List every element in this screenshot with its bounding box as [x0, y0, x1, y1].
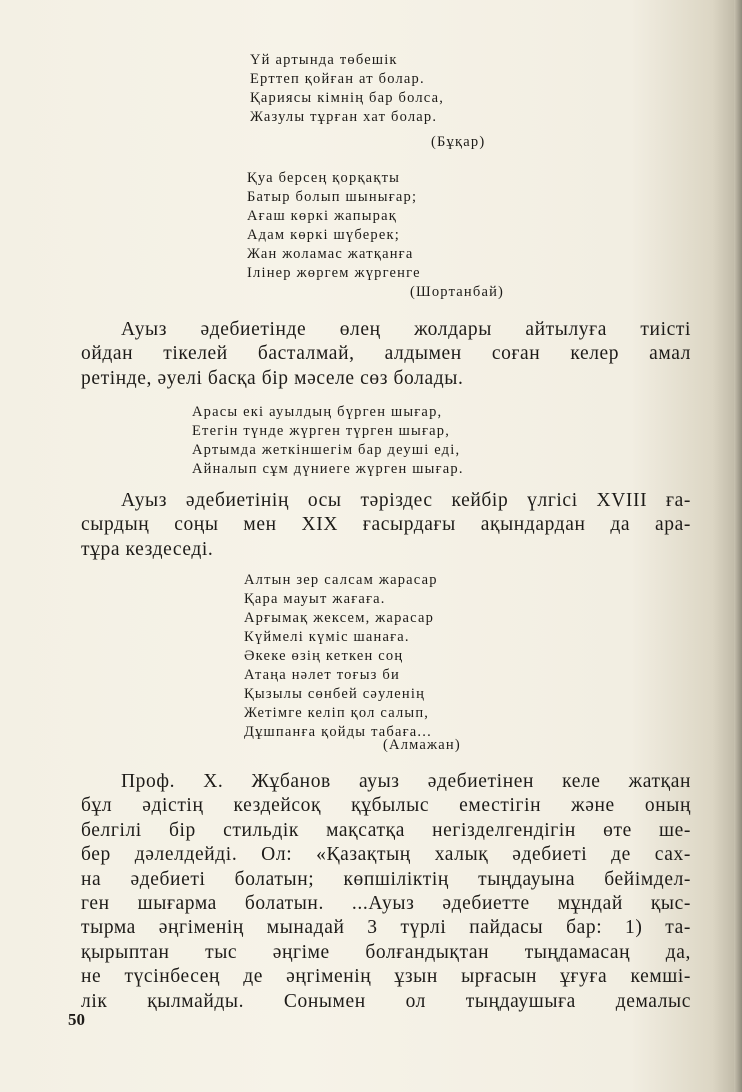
paragraph-line: тұра кездеседі. — [81, 538, 214, 560]
paragraph-line: бұл әдістің кездейсоқ құбылыс еместігін және оның — [81, 795, 691, 817]
paragraph-line: ретінде, әуелі басқа бір мәселе сөз болады. — [81, 367, 464, 389]
verse-line: Жан жоламас жатқанға — [247, 246, 414, 262]
paragraph-line: қырыптан тыс әңгіме болғандықтан тыңдамасаң да, — [81, 941, 691, 963]
verse-shortanbai — [247, 169, 421, 283]
verse-line: Үй артында төбешік — [250, 52, 398, 68]
verse-line: Арасы екі ауылдың бүрген шығар, — [192, 404, 443, 420]
verse-line: Артымда жеткіншегім бар деуші еді, — [192, 442, 461, 458]
verse-line: Ерттеп қойған ат болар. — [250, 71, 425, 87]
verse-line: Атаңа нәлет тоғыз би — [244, 667, 400, 683]
verse-line: Күймелі күміс шанаға. — [244, 629, 410, 645]
paragraph-line: Ауыз әдебиетінде өлең жолдары айтылуға тиісті — [121, 319, 691, 340]
verse-line: Алтын зер салсам жарасар — [244, 572, 438, 588]
verse-line: Қара мауыт жағаға. — [244, 591, 386, 607]
verse-line: Арғымақ жексем, жарасар — [244, 610, 435, 626]
verse-line: Айналып сұм дүниеге жүрген шығар. — [192, 461, 464, 477]
verse-line: Етегін түнде жүрген түрген шығар, — [192, 423, 451, 439]
verse-author: (Алмажан) — [383, 737, 461, 753]
page-number: 50 — [68, 1010, 85, 1029]
verse-line: Батыр болып шынығар; — [247, 189, 418, 205]
paragraph-line: Проф. Х. Жұбанов ауыз әдебиетінен келе жатқан — [121, 771, 691, 792]
verse-line: Әкеке өзің кеткен соң — [244, 648, 404, 664]
page-edge — [734, 0, 742, 1092]
paragraph-line: бер дәлелдейді. Ол: «Қазақтың халық әдебиеті де сах- — [81, 844, 691, 866]
verse-bukhar — [250, 51, 444, 127]
paragraph-line: сырдың соңы мен XIX ғасырдағы ақындардан да ара- — [81, 514, 691, 536]
verse-line: Қариясы кімнің бар болса, — [250, 90, 445, 106]
verse-line: Ілінер жөргем жүргенге — [247, 265, 421, 281]
verse-line: Жетімге келіп қол салып, — [244, 705, 430, 721]
verse-line: Қызылы сөнбей сәуленің — [244, 686, 426, 702]
verse-author: (Бұқар) — [431, 134, 486, 150]
verse-line: Дұшпанға қойды табаға... — [244, 724, 432, 740]
paragraph-line: Ауыз әдебиетінің осы тәріздес кейбір үлгісі XVIII ға- — [121, 490, 691, 511]
verse-line: Қуа берсең қорқақты — [247, 170, 401, 186]
verse-author: (Шортанбай) — [410, 284, 505, 300]
verse-line: Жазулы тұрған хат болар. — [250, 109, 438, 125]
paragraph-line: не түсінбесең де әңгіменің ұзын ырғасын ұғуға кемші- — [81, 966, 691, 988]
verse-anonymous — [192, 403, 464, 479]
paragraph-line: ойдан тікелей басталмай, алдымен соған келер амал — [81, 343, 691, 365]
paragraph — [81, 318, 691, 391]
paragraph-line: тырма әңгіменің мынадай 3 түрлі пайдасы бар: 1) та- — [81, 917, 691, 939]
paragraph-line: ген шығарма болатын. ...Ауыз әдебиетте мұндай қыс- — [81, 893, 691, 915]
verse-almazhan — [244, 571, 438, 742]
paragraph — [81, 489, 691, 562]
verse-line: Ағаш көркі жапырақ — [247, 208, 397, 224]
paragraph-line: на әдебиеті болатын; көпшіліктің тыңдауына бейімдел- — [81, 868, 691, 890]
paragraph — [81, 770, 691, 1014]
verse-line: Адам көркі шүберек; — [247, 227, 400, 243]
paragraph-line: лік қылмайды. Сонымен ол тыңдаушыға демалыс — [81, 990, 691, 1012]
paragraph-line: белгілі бір стильдік мақсатқа негізделгендігін өте ше- — [81, 819, 691, 841]
